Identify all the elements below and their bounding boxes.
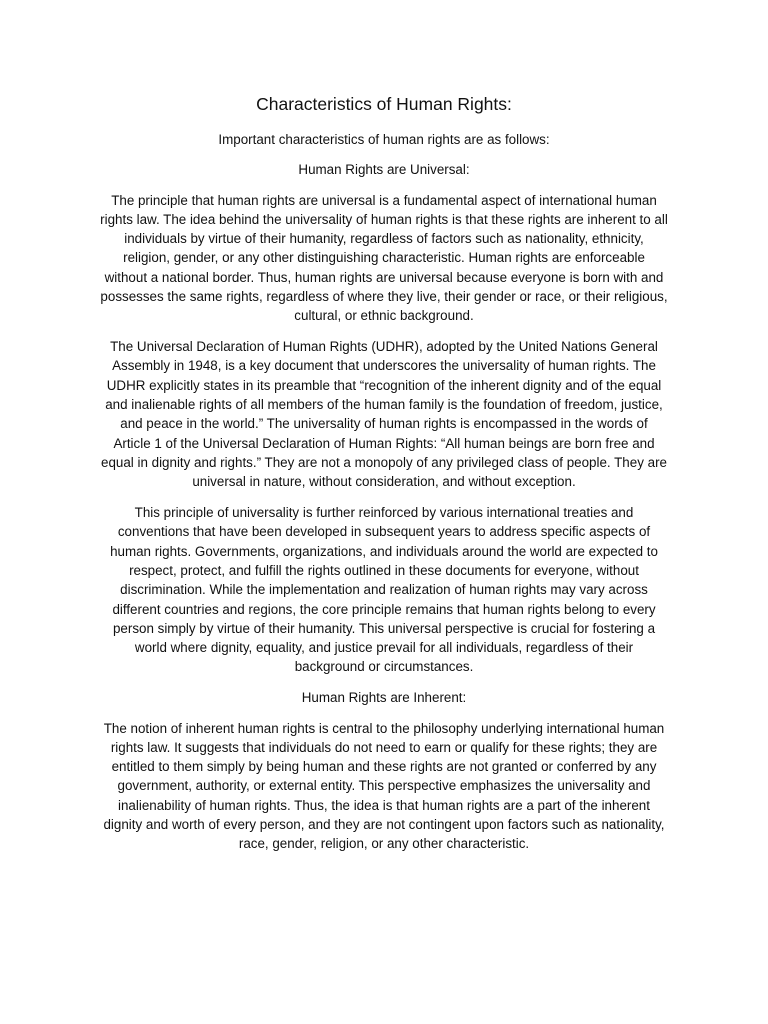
text-line: dignity and worth of every person, and they are not contingent upon factors such as nationality, xyxy=(103,817,665,832)
page-title: Characteristics of Human Rights: xyxy=(256,94,512,114)
text-line: The principle that human rights are universal is a fundamental aspect of international human xyxy=(111,192,657,208)
text-line: person simply by virtue of their humanity. This universal perspective is crucial for fostering a xyxy=(112,620,656,636)
text-line: possesses the same rights, regardless of where they live, their gender or race, or their religious, xyxy=(100,289,668,305)
paragraph-universal-principle xyxy=(88,191,680,326)
text-line: cultural, or ethnic background. xyxy=(294,308,474,324)
text-line: universal in nature, without consideration, and without exception. xyxy=(192,474,576,490)
text-line: Article 1 of the Universal Declaration of Human Rights: “All human beings are born free and xyxy=(113,435,655,451)
text-line: The notion of inherent human rights is central to the philosophy underlying international human xyxy=(103,720,665,736)
text-line: conventions that have been developed in subsequent years to address specific aspects of xyxy=(117,524,651,540)
section-heading-inherent: Human Rights are Inherent: xyxy=(301,690,467,706)
text-line: Assembly in 1948, is a key document that underscores the universality of human rights. The xyxy=(112,358,656,374)
text-line: UDHR explicitly states in its preamble that “recognition of the inherent dignity and of the equal xyxy=(106,377,662,393)
text-line: rights law. It suggests that individuals do not need to earn or qualify for these rights; they are xyxy=(110,739,658,755)
text-line: equal in dignity and rights.” They are not a monopoly of any privileged class of people. They are xyxy=(101,454,667,470)
text-line: without a national border. Thus, human rights are universal because everyone is born with and xyxy=(104,269,664,285)
text-line: and peace in the world.” The universality of human rights is encompassed in the words of xyxy=(120,416,648,432)
text-line: government, authority, or external entity. This perspective emphasizes the universality and xyxy=(117,778,651,794)
paragraph-treaties xyxy=(88,503,680,677)
section-heading-universal: Human Rights are Universal: xyxy=(298,162,470,178)
text-line: respect, protect, and fulfill the rights outlined in these documents for everyone, without xyxy=(129,562,639,578)
text-line: The Universal Declaration of Human Rights (UDHR), adopted by the United Nations General xyxy=(110,339,658,355)
document-body xyxy=(88,93,680,865)
paragraph-inherent xyxy=(88,719,680,854)
text-line: different countries and regions, the core principle remains that human rights belong to every xyxy=(112,601,656,617)
text-line: religion, gender, or any other distinguishing characteristic. Human rights are enforceable xyxy=(123,250,645,266)
text-line: entitled to them simply by being human and these rights are not granted or conferred by any xyxy=(111,759,657,775)
text-line: background or circumstances. xyxy=(294,659,474,675)
paragraph-udhr xyxy=(88,337,680,491)
text-line: world where dignity, equality, and justice prevail for all individuals, regardless of their xyxy=(134,640,634,656)
text-line: and inalienable rights of all members of the human family is the foundation of freedom, justice, xyxy=(105,397,663,413)
text-line: This principle of universality is further reinforced by various international treaties and xyxy=(134,505,634,521)
text-line: inalienability of human rights. Thus, the idea is that human rights are a part of the inherent xyxy=(118,797,650,813)
text-line: individuals by virtue of their humanity, regardless of factors such as nationality, ethnicity, xyxy=(124,231,644,247)
text-line: rights law. The idea behind the universality of human rights is that these rights are inherent to all xyxy=(100,211,668,227)
text-line: discrimination. While the implementation and realization of human rights may vary across xyxy=(120,582,648,598)
text-line: human rights. Governments, organizations, and individuals around the world are expected to xyxy=(110,543,658,559)
intro-text: Important characteristics of human rights are as follows: xyxy=(218,132,550,147)
text-line: race, gender, religion, or any other characteristic. xyxy=(238,836,530,852)
